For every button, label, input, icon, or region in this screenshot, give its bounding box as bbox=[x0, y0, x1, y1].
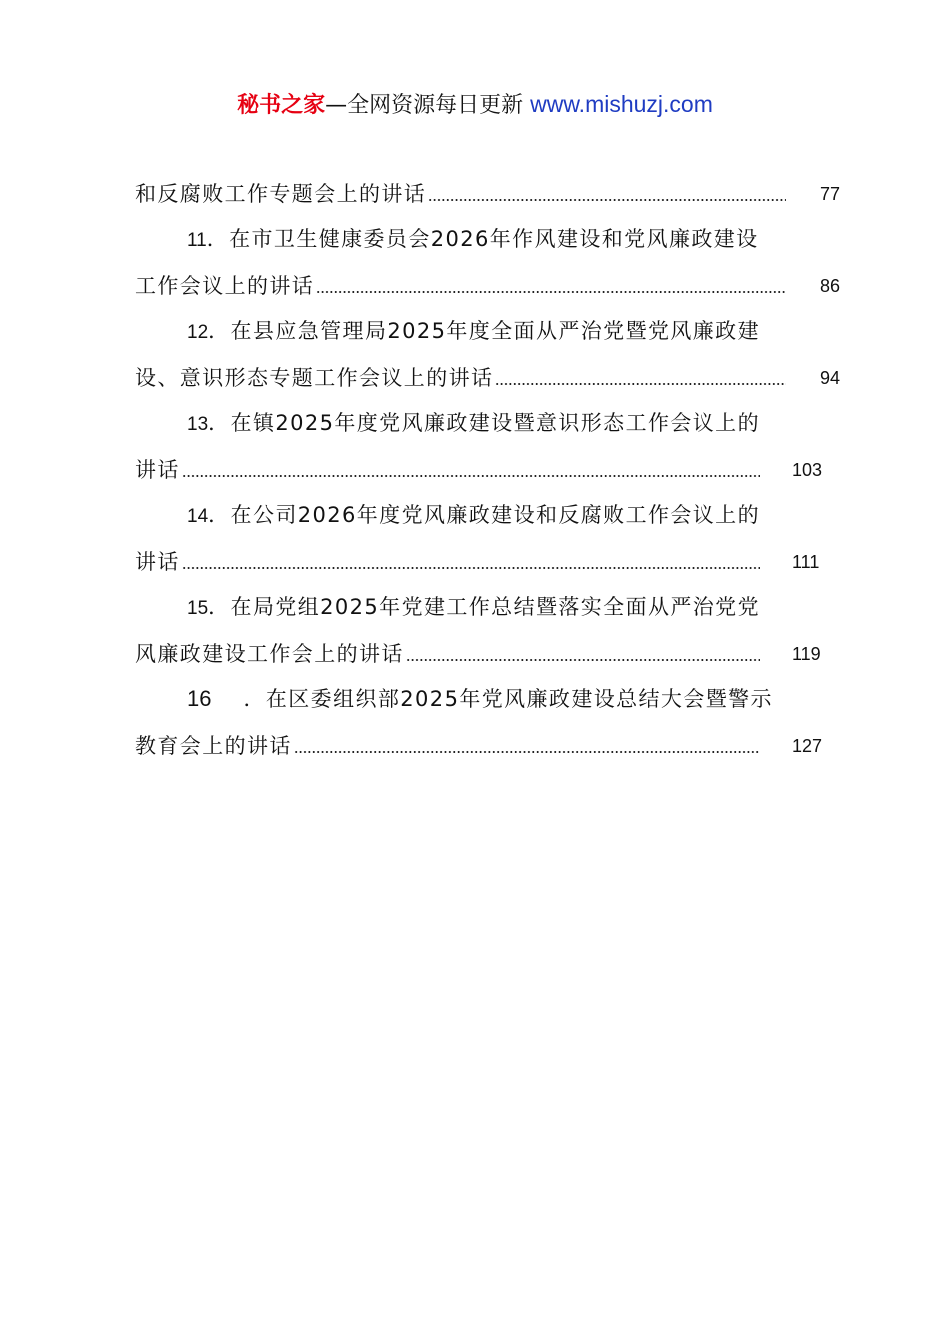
dot-leader bbox=[182, 475, 760, 477]
toc-entry-11[interactable] bbox=[135, 216, 840, 308]
toc-entry-line bbox=[135, 584, 840, 630]
toc-entry-title: ．在公司2026年度党风廉政建设和反腐败工作会议上的 bbox=[208, 503, 760, 527]
toc-page-number: 119 bbox=[792, 644, 821, 664]
toc-page-number: 77 bbox=[819, 184, 840, 204]
toc-entry-title: ．在局党组2025年党建工作总结暨落实全面从严治党党 bbox=[208, 595, 760, 619]
toc-entry-line bbox=[135, 354, 840, 400]
toc-entry-line bbox=[135, 630, 840, 676]
toc-entry-title: 设、意识形态专题工作会议上的讲话 bbox=[135, 366, 494, 390]
table-of-contents bbox=[135, 170, 840, 768]
toc-entry-number: 12 bbox=[187, 322, 209, 343]
toc-entry-line bbox=[135, 308, 840, 354]
toc-page-number: 94 bbox=[819, 368, 840, 388]
toc-entry-15[interactable] bbox=[135, 584, 840, 676]
toc-entry-number: 16 bbox=[187, 686, 212, 711]
toc-entry-title: ．在镇2025年度党风廉政建设暨意识形态工作会议上的 bbox=[208, 411, 760, 435]
toc-entry-13[interactable] bbox=[135, 400, 840, 492]
toc-entry-line bbox=[135, 492, 840, 538]
header-tagline: —全网资源每日更新 bbox=[325, 93, 531, 118]
toc-entry-14[interactable] bbox=[135, 492, 840, 584]
toc-entry-line bbox=[135, 400, 840, 446]
toc-entry-line bbox=[135, 262, 840, 308]
toc-page-number: 111 bbox=[792, 552, 820, 572]
page-header bbox=[0, 86, 950, 124]
dot-leader bbox=[406, 659, 760, 661]
toc-entry-title: ．在区委组织部2025年党风廉政建设总结大会暨警示 bbox=[243, 687, 773, 711]
toc-entry-title: 教育会上的讲话 bbox=[135, 734, 292, 758]
toc-entry-title: 工作会议上的讲话 bbox=[135, 274, 315, 298]
toc-entry-line bbox=[135, 722, 840, 768]
dot-leader bbox=[428, 199, 786, 201]
toc-entry-title: 风廉政建设工作会上的讲话 bbox=[135, 642, 404, 666]
toc-entry-line bbox=[135, 676, 840, 722]
dot-leader bbox=[316, 291, 786, 293]
toc-entry-number: 14 bbox=[187, 506, 209, 527]
toc-page-number: 103 bbox=[792, 460, 823, 480]
toc-entry-12[interactable] bbox=[135, 308, 840, 400]
dot-leader bbox=[495, 383, 786, 385]
dot-leader bbox=[182, 567, 760, 569]
site-url-link[interactable]: www.mishuzj.com bbox=[530, 91, 713, 117]
dot-leader bbox=[294, 751, 760, 753]
toc-entry-line bbox=[135, 538, 840, 584]
toc-entry-line bbox=[135, 216, 840, 262]
toc-entry-number: 15 bbox=[187, 598, 209, 619]
toc-entry-number: 13 bbox=[187, 414, 209, 435]
toc-entry-10-continued[interactable] bbox=[135, 170, 840, 216]
toc-entry-line bbox=[135, 170, 840, 216]
toc-page-number: 127 bbox=[792, 736, 823, 756]
toc-entry-title: 讲话 bbox=[135, 458, 180, 482]
toc-entry-title: ．在市卫生健康委员会2026年作风建设和党风廉政建设 bbox=[206, 227, 759, 251]
toc-entry-16[interactable] bbox=[135, 676, 840, 768]
toc-page-number: 86 bbox=[819, 276, 840, 296]
toc-entry-number: 11 bbox=[187, 230, 207, 251]
site-brand: 秘书之家 bbox=[237, 93, 326, 118]
toc-entry-title: 和反腐败工作专题会上的讲话 bbox=[135, 182, 427, 206]
toc-entry-title: ．在县应急管理局2025年度全面从严治党暨党风廉政建 bbox=[208, 319, 760, 343]
toc-entry-line bbox=[135, 446, 840, 492]
toc-entry-title: 讲话 bbox=[135, 550, 180, 574]
